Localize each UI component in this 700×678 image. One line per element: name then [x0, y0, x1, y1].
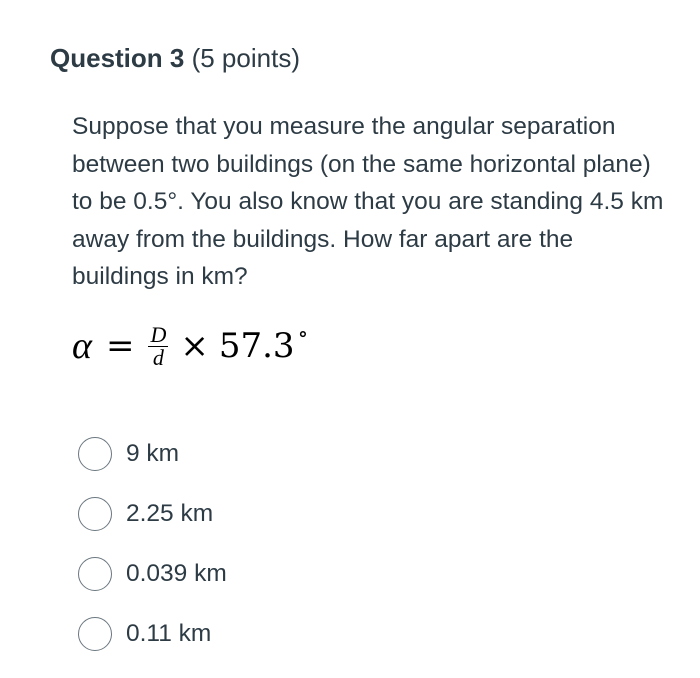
answer-option-label: 0.039 km: [126, 560, 227, 587]
formula-times: ×: [180, 326, 209, 366]
formula-constant: 57.3: [218, 326, 295, 366]
answer-option-3[interactable]: [78, 554, 227, 594]
formula-numerator: D: [150, 321, 167, 347]
formula-equals: =: [105, 326, 135, 366]
formula-degree: ∘: [297, 321, 309, 347]
formula-fraction: [148, 321, 168, 370]
answer-option-label: 9 km: [126, 440, 180, 467]
question-title: Question 3: [50, 43, 185, 73]
question-points: (5 points): [191, 43, 300, 73]
formula-denominator: d: [152, 344, 164, 370]
radio-button[interactable]: [78, 557, 112, 591]
answer-option-label: 0.11 km: [126, 620, 212, 647]
answer-option-1[interactable]: [78, 434, 227, 474]
answer-options: [78, 434, 227, 674]
question-text: Suppose that you measure the angular separation between two buildings (on the same horizontal plane) to be 0.5°. You also know that you are standing 4.5 km away from the buildings. How far apart are the buildings in km?: [72, 113, 664, 290]
formula-alpha: α: [72, 325, 92, 367]
answer-option-label: 2.25 km: [126, 500, 214, 527]
formula: [72, 318, 308, 374]
answer-option-4[interactable]: [78, 614, 227, 654]
radio-button[interactable]: [78, 617, 112, 651]
radio-button[interactable]: [78, 497, 112, 531]
question-header: [50, 40, 300, 76]
answer-option-2[interactable]: [78, 494, 227, 534]
radio-button[interactable]: [78, 437, 112, 471]
